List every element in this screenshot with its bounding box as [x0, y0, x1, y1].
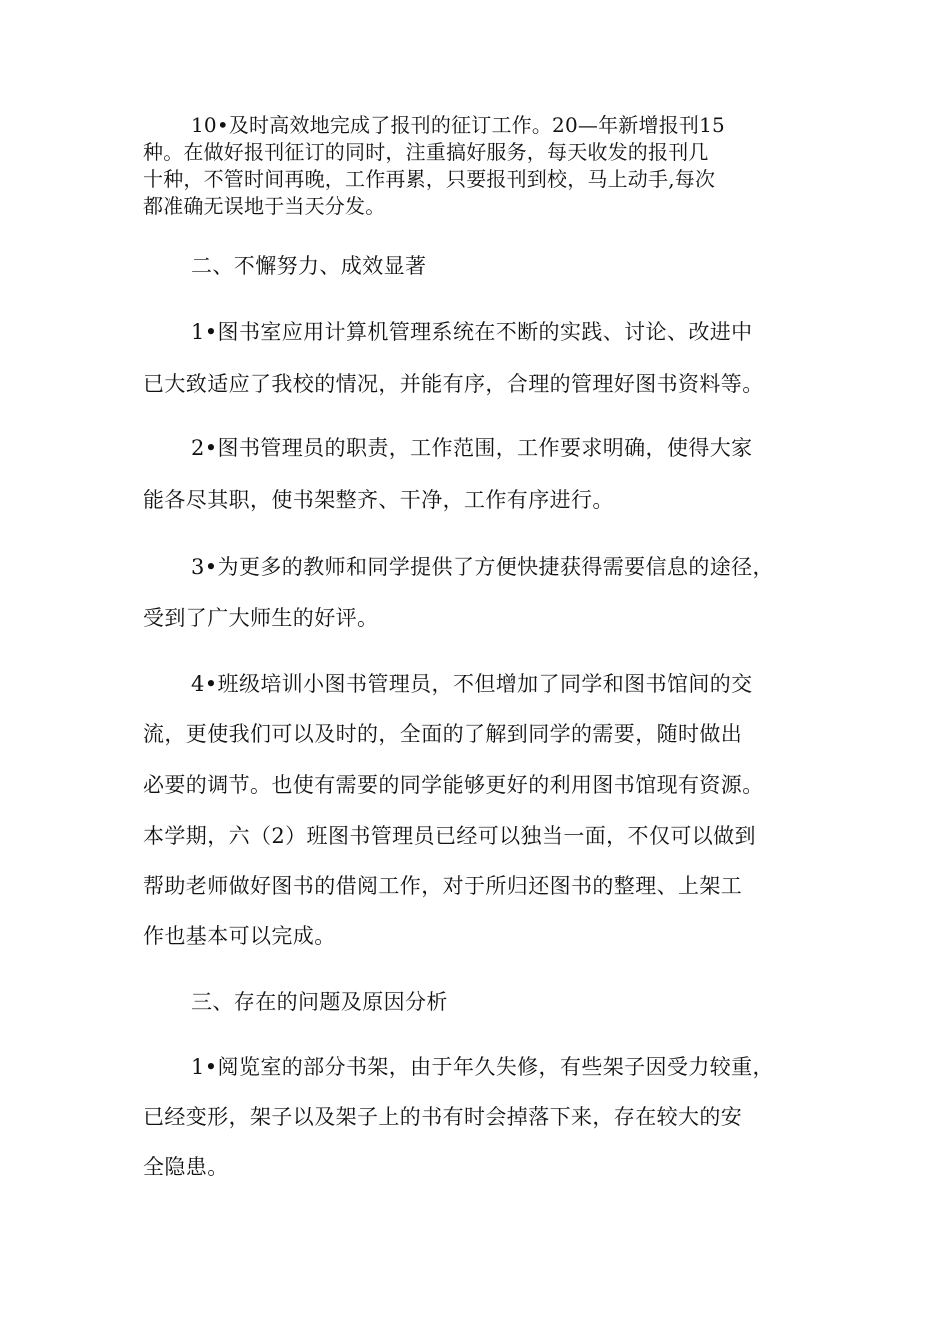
text-line: 4•班级培训小图书管理员，不但增加了同学和图书馆间的交	[191, 672, 753, 696]
text-line: 受到了广大师生的好评。	[143, 606, 379, 630]
text-line: 2•图书管理员的职责，工作范围，工作要求明确，使得大家	[191, 436, 753, 460]
section-heading-3: 三、存在的问题及原因分析	[191, 990, 448, 1014]
text-line: 种。在做好报刊征订的同时，注重搞好服务，每天收发的报刊几	[143, 140, 709, 164]
text-line: 必要的调节。也使有需要的同学能够更好的利用图书馆现有资源。	[143, 773, 764, 797]
text-line: 十种，不管时间再晚，工作再累，只要报刊到校，马上动手,每次	[143, 167, 716, 191]
section-heading-2: 二、不懈努力、成效显著	[191, 254, 427, 278]
text-line: 已经变形，架子以及架子上的书有时会掉落下来，存在较大的安	[143, 1105, 743, 1129]
text-line: 能各尽其职，使书架整齐、干净，工作有序进行。	[143, 488, 614, 512]
text-line: 1•图书室应用计算机管理系统在不断的实践、讨论、改进中	[191, 320, 753, 344]
text-line: 流，更使我们可以及时的，全面的了解到同学的需要，随时做出	[143, 722, 743, 746]
text-line: 本学期，六（2）班图书管理员已经可以独当一面，不仅可以做到	[143, 824, 756, 848]
text-line: 都准确无误地于当天分发。	[143, 194, 386, 218]
text-line: 3•为更多的教师和同学提供了方便快捷获得需要信息的途径，	[191, 555, 774, 579]
text-line: 1•阅览室的部分书架，由于年久失修，有些架子因受力较重，	[191, 1055, 774, 1079]
text-line: 已大致适应了我校的情况，并能有序，合理的管理好图书资料等。	[143, 372, 764, 396]
text-line: 全隐患。	[143, 1155, 229, 1179]
text-line: 10•及时高效地完成了报刊的征订工作。20—年新增报刊15	[191, 113, 725, 137]
text-line: 作也基本可以完成。	[143, 924, 336, 948]
text-line: 帮助老师做好图书的借阅工作，对于所归还图书的整理、上架工	[143, 874, 743, 898]
